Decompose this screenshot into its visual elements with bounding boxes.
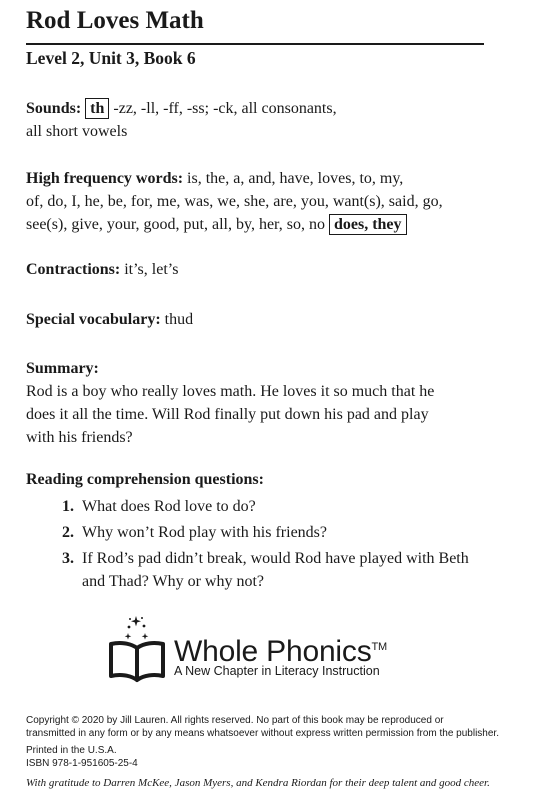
high-frequency-line2: of, do, I, he, be, for, me, was, we, she, are, you, want(s), said, go, — [26, 193, 443, 210]
high-frequency-line3: see(s), give, your, good, put, all, by, her, so, no — [26, 216, 329, 233]
brand-tagline: A New Chapter in Literacy Instruction — [174, 664, 380, 678]
high-frequency-label: High frequency words: — [26, 170, 184, 187]
high-frequency-line1: is, the, a, and, have, loves, to, my, — [183, 170, 404, 187]
copyright-line1: Copyright © 2020 by Jill Lauren. All rights reserved. No part of this book may be reproduced or — [26, 715, 444, 726]
copyright-line2: transmitted in any form or by any means whatsoever without express written permission from the publisher. — [26, 728, 499, 739]
question-item — [56, 495, 486, 518]
summary-section — [26, 357, 486, 449]
trademark-mark: TM — [371, 641, 387, 653]
book-level-unit: Level 2, Unit 3, Book 6 — [26, 48, 196, 68]
questions-label: Reading comprehension questions: — [26, 471, 264, 488]
sounds-label: Sounds: — [26, 100, 82, 117]
question-text: What does Rod love to do? — [82, 498, 256, 515]
sounds-section — [26, 97, 486, 143]
contractions-label: Contractions: — [26, 261, 121, 278]
isbn: ISBN 978-1-951605-25-4 — [26, 758, 138, 769]
gratitude-note: With gratitude to Darren McKee, Jason Myers, and Kendra Riordan for their deep talent and good cheer. — [26, 777, 490, 789]
high-frequency-boxed-words: does, they — [329, 214, 407, 235]
whole-phonics-logo — [106, 614, 406, 686]
special-vocabulary-text: thud — [160, 311, 194, 328]
open-book-icon — [106, 614, 168, 684]
sounds-text: -zz, -ll, -ff, -ss; -ck, all consonants, — [109, 100, 337, 117]
special-vocabulary-label: Special vocabulary: — [26, 311, 161, 328]
questions-heading — [26, 468, 486, 491]
summary-label: Summary: — [26, 360, 99, 377]
book-title: Rod Loves Math — [26, 7, 204, 34]
question-number: 1. — [62, 498, 74, 515]
question-text: Why won’t Rod play with his friends? — [82, 524, 328, 541]
copyright-notice — [26, 714, 499, 740]
summary-line2: does it all the time. Will Rod finally put down his pad and play — [26, 406, 429, 423]
question-number: 3. — [62, 550, 74, 567]
contractions-section — [26, 258, 486, 281]
special-vocabulary-section — [26, 308, 486, 331]
sounds-text-line2: all short vowels — [26, 123, 128, 140]
question-item — [56, 521, 486, 544]
sounds-boxed-th: th — [85, 98, 109, 119]
contractions-text: it’s, let’s — [120, 261, 179, 278]
title-divider — [26, 43, 484, 45]
high-frequency-section — [26, 167, 486, 236]
question-number: 2. — [62, 524, 74, 541]
printed-in: Printed in the U.S.A. — [26, 745, 117, 756]
summary-line1: Rod is a boy who really loves math. He loves it so much that he — [26, 383, 435, 400]
questions-list — [56, 495, 486, 596]
question-text: If Rod’s pad didn’t break, would Rod have played with Beth and Thad? Why or why not? — [82, 550, 469, 590]
question-item — [56, 547, 486, 593]
summary-line3: with his friends? — [26, 429, 133, 446]
print-info — [26, 744, 496, 770]
brand-name-text: Whole Phonics — [174, 635, 372, 668]
